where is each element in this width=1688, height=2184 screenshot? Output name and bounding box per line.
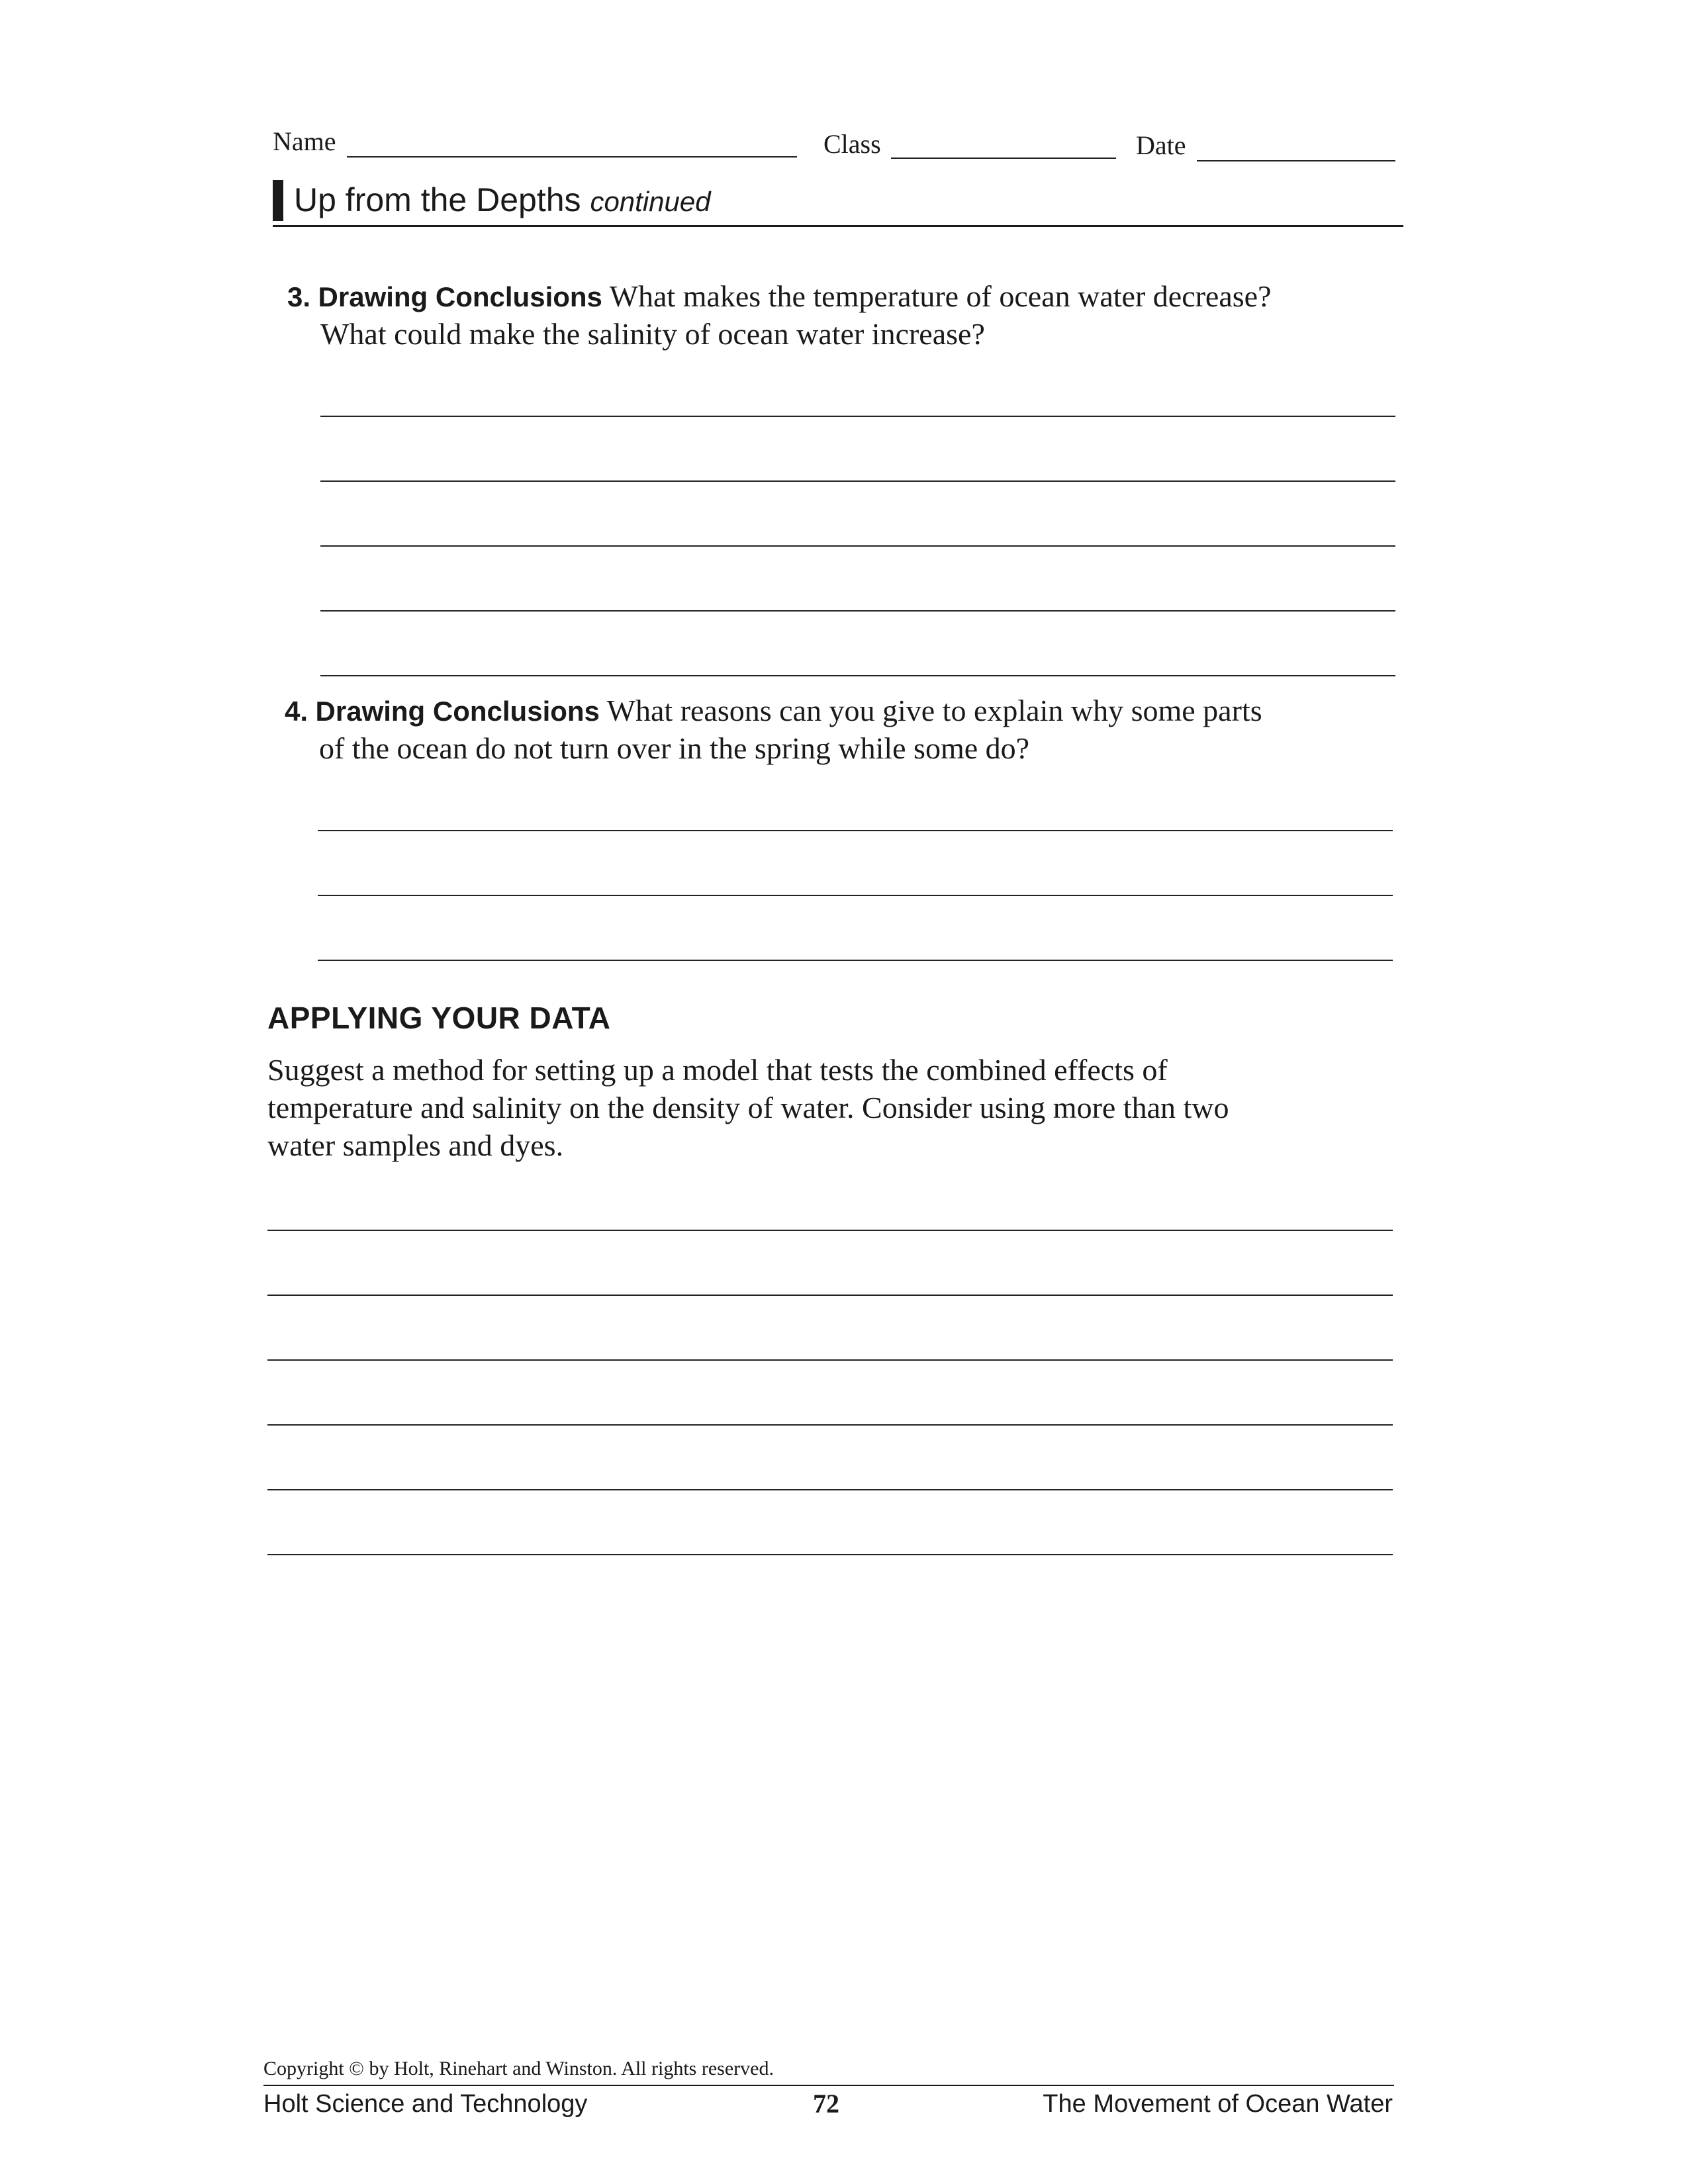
question-3-heading: Drawing Conclusions (318, 281, 602, 312)
question-3-line-2: What could make the salinity of ocean water increase? (320, 317, 985, 351)
date-field[interactable] (1197, 160, 1395, 161)
question-3-line-1: What makes the temperature of ocean water decrease? (609, 279, 1272, 313)
answer-line-applying-4[interactable] (267, 1424, 1393, 1426)
title-suffix: continued (590, 186, 711, 217)
answer-line-applying-2[interactable] (267, 1295, 1393, 1296)
title-bar-marker (273, 180, 283, 221)
footer-rule (263, 2085, 1394, 2086)
section-heading-applying: APPLYING YOUR DATA (267, 1001, 611, 1035)
applying-paragraph (267, 1051, 1406, 1164)
footer-book-title: Holt Science and Technology (263, 2090, 588, 2118)
answer-line-q4-1[interactable] (318, 830, 1393, 831)
name-label: Name (273, 126, 336, 156)
name-field[interactable] (347, 156, 797, 158)
answer-line-q3-3[interactable] (320, 545, 1395, 547)
question-4-line-1: What reasons can you give to explain why some parts (606, 694, 1262, 727)
footer-page-number: 72 (813, 2089, 839, 2118)
copyright-notice: Copyright © by Holt, Rinehart and Winston. All rights reserved. (263, 2058, 774, 2079)
answer-line-q3-1[interactable] (320, 416, 1395, 417)
title-main: Up from the Depths (294, 181, 581, 218)
page-title (294, 179, 711, 223)
answer-line-q3-2[interactable] (320, 480, 1395, 482)
question-4 (285, 692, 1262, 767)
date-label: Date (1136, 130, 1186, 160)
answer-line-applying-6[interactable] (267, 1554, 1393, 1555)
footer-chapter-title: The Movement of Ocean Water (1043, 2090, 1393, 2118)
answer-line-q3-4[interactable] (320, 610, 1395, 612)
answer-line-applying-3[interactable] (267, 1359, 1393, 1361)
title-rule (273, 225, 1403, 227)
class-label: Class (823, 129, 881, 159)
applying-line-1: Suggest a method for setting up a model that tests the combined effects of (267, 1053, 1168, 1087)
question-4-heading: Drawing Conclusions (315, 696, 600, 727)
question-3-number: 3. (287, 281, 311, 312)
class-field[interactable] (891, 158, 1116, 159)
answer-line-q4-2[interactable] (318, 895, 1393, 896)
answer-line-applying-5[interactable] (267, 1489, 1393, 1490)
question-4-line-2: of the ocean do not turn over in the spring while some do? (319, 731, 1030, 765)
question-3 (287, 278, 1272, 353)
answer-line-q4-3[interactable] (318, 960, 1393, 961)
applying-line-2: temperature and salinity on the density of water. Consider using more than two (267, 1091, 1229, 1124)
answer-line-q3-5[interactable] (320, 675, 1395, 676)
question-4-number: 4. (285, 696, 308, 727)
applying-line-3: water samples and dyes. (267, 1128, 564, 1162)
answer-line-applying-1[interactable] (267, 1230, 1393, 1231)
